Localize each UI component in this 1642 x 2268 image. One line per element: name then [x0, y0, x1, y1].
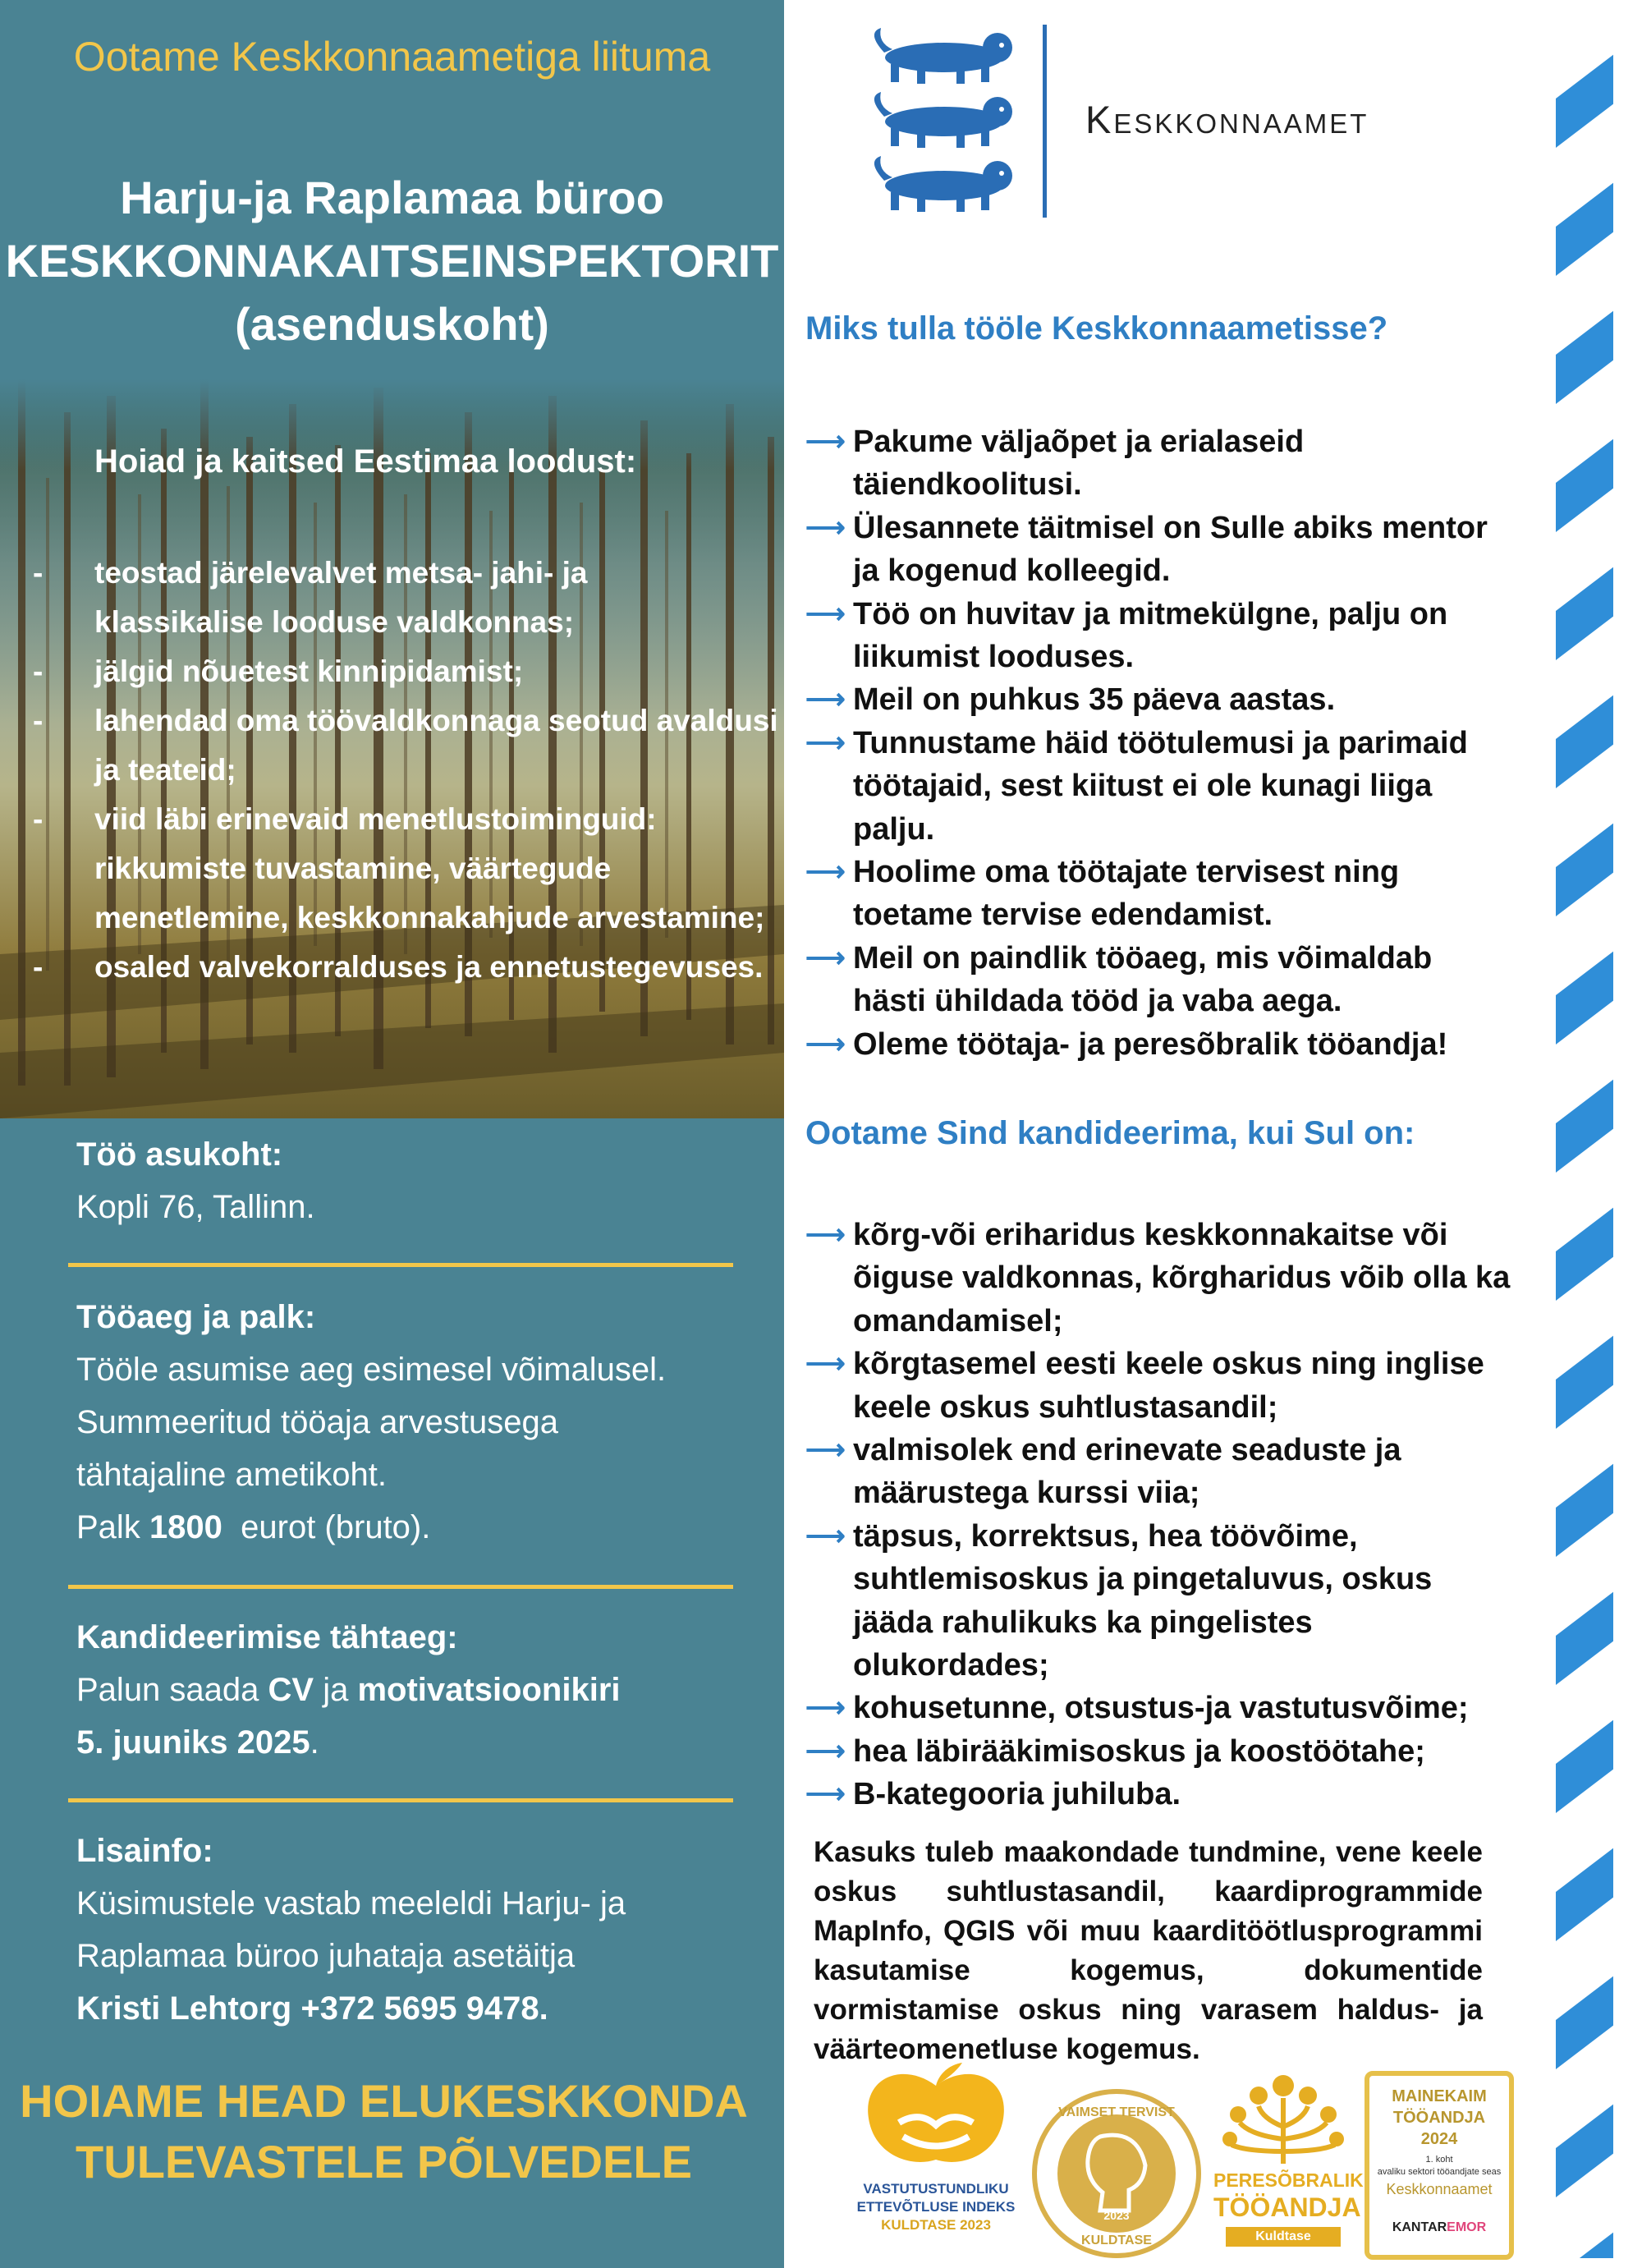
benefit-item: ⟶ Ülesannete täitmisel on Sulle abiks mentor ja kogenud kolleegid. [805, 507, 1642, 593]
job-title [0, 166, 784, 356]
arrow-right-icon: ⟶ [805, 426, 846, 457]
arrow-right-icon: ⟶ [805, 684, 846, 716]
job-title-line: KESKKONNAKAITSEINSPEKTORIT [5, 235, 779, 287]
salary-value: 1800 [149, 1509, 222, 1545]
requirements-heading: Ootame Sind kandideerima, kui Sul on: [805, 1115, 1415, 1151]
benefit-item: ⟶ Meil on paindlik tööaeg, mis võimaldab hästi ühildada tööd ja vaba aega. [805, 937, 1642, 1023]
arrow-right-icon: ⟶ [805, 856, 846, 888]
estonian-coat-of-arms-icon [866, 25, 1034, 218]
badge-mental-health: VAIMSET TERVIST 2023 KULDTASE [1030, 2087, 1203, 2260]
arrow-right-icon: ⟶ [805, 1348, 846, 1380]
worktime-line: Summeeritud tööaja arvestusega [76, 1404, 558, 1440]
deadline-date: 5. juuniks 2025. [76, 1724, 319, 1761]
extra-info-heading: Lisainfo: [76, 1833, 213, 1869]
extra-info-line: Raplamaa büroo juhataja asetäitja [76, 1938, 576, 1974]
extra-info-section [76, 1825, 626, 2035]
requirements-list [805, 1214, 1642, 1816]
location-section [76, 1128, 315, 1233]
logo-divider [1043, 25, 1047, 218]
arrow-right-icon: ⟶ [805, 1219, 846, 1251]
requirement-item: ⟶ kohusetunne, otsustus-ja vastutusvõime; [805, 1687, 1642, 1729]
location-text: Kopli 76, Tallinn. [76, 1189, 315, 1225]
duty-item: - jälgid nõuetest kinnipidamist; [33, 654, 524, 688]
location-heading: Töö asukoht: [76, 1136, 283, 1173]
duty-item: - viid läbi erinevaid menetlustoiminguid: rikkumiste tuvastamine, väärtegude menetlemine, keskkonnakahjude arvestamine; [33, 802, 765, 934]
duty-item: - lahendad oma töövaldkonnaga seotud avaldusi ja teateid; [33, 704, 778, 787]
deadline-section [76, 1611, 621, 1769]
requirement-item: ⟶ täpsus, korrektsus, hea töövõime, suhtlemisoskus ja pingetaluvus, oskus jääda rahulikuks ka pingelistes olukordades; [805, 1515, 1642, 1687]
deadline-text: Palun saada CV ja motivatsioonikiri [76, 1672, 621, 1708]
why-heading: Miks tulla tööle Keskkonnaametisse? [805, 310, 1388, 347]
bonus-paragraph: Kasuks tuleb maakondade tundmine, vene keele oskus suhtlustasandil, kaardiprogrammide MapInfo, QGIS või muu kaarditöötlusprogrammi kasutamise kogemus, dokumentide vormistamise oskus ning varasem haldus- ja väärteomenetluse kogemus. [814, 1836, 1483, 2065]
benefit-item: ⟶ Meil on puhkus 35 päeva aastas. [805, 678, 1642, 721]
contact-person: Kristi Lehtorg +372 5695 9478. [76, 1990, 548, 2027]
divider [68, 1585, 733, 1589]
arrow-right-icon: ⟶ [805, 512, 846, 544]
arrow-right-icon: ⟶ [805, 1028, 846, 1060]
arrow-right-icon: ⟶ [805, 727, 846, 759]
extra-info-line: Küsimustele vastab meeleldi Harju- ja [76, 1885, 626, 1921]
divider [68, 1798, 733, 1802]
arrow-right-icon: ⟶ [805, 598, 846, 630]
benefit-item: ⟶ Tunnustame häid töötulemusi ja parimaid töötajaid, sest kiitust ei ole kunagi liiga palju. [805, 722, 1642, 851]
benefit-item: ⟶ Hoolime oma töötajate tervisest ning toetame tervise edendamist. [805, 851, 1642, 937]
arrow-right-icon: ⟶ [805, 1779, 846, 1811]
arrow-right-icon: ⟶ [805, 1520, 846, 1552]
worktime-line: Tööle asumise aeg esimesel võimalusel. [76, 1352, 667, 1388]
benefits-list [805, 420, 1642, 1066]
requirement-item: ⟶ kõrg-või eriharidus keskkonnakaitse või õiguse valdkonnas, kõrgharidus võib olla ka omandamisel; [805, 1214, 1642, 1343]
job-title-line: Harju-ja Raplamaa büroo [120, 172, 664, 223]
worktime-heading: Tööaeg ja palk: [76, 1299, 316, 1335]
stripe-border [1556, 0, 1642, 2268]
logo-text: Keskkonnaamet [1085, 98, 1369, 141]
requirement-item: ⟶ kõrgtasemel eesti keele oskus ning inglise keele oskus suhtlustasandil; [805, 1343, 1642, 1429]
requirement-item: ⟶ valmisolek end erinevate seaduste ja määrustega kurssi viia; [805, 1429, 1642, 1515]
badge-family-friendly: PERESÕBRALIK TÖÖANDJA Kuldtase [1213, 2069, 1353, 2254]
salary-line: Palk 1800 eurot (bruto). [76, 1509, 431, 1545]
slogan-line: HOIAME HEAD ELUKESKKONDA [20, 2075, 748, 2127]
family-tree-icon [1213, 2069, 1353, 2168]
job-title-line: (asenduskoht) [235, 298, 549, 350]
requirement-item: ⟶ B-kategooria juhiluba. [805, 1773, 1642, 1816]
badge-responsible-business: VASTUTUSTUNDLIKU ETTEVÕTLUSE INDEKS KULDTASE 2023 [854, 2061, 1018, 2250]
arrow-right-icon: ⟶ [805, 1735, 846, 1767]
benefit-item: ⟶ Oleme töötaja- ja peresõbralik tööandja! [805, 1023, 1642, 1066]
divider [68, 1263, 733, 1267]
requirement-item: ⟶ hea läbirääkimisoskus ja koostöötahe; [805, 1730, 1642, 1773]
apple-hands-icon [854, 2061, 1018, 2176]
arrow-right-icon: ⟶ [805, 1435, 846, 1467]
slogan-line: TULEVASTELE PÕLVEDELE [76, 2136, 692, 2188]
deadline-heading: Kandideerimise tähtaeg: [76, 1619, 458, 1655]
arrow-right-icon: ⟶ [805, 1692, 846, 1724]
worktime-section [76, 1291, 666, 1554]
duty-item: - teostad järelevalvet metsa- jahi- ja klassikalise looduse valdkonnas; [33, 556, 588, 639]
benefit-item: ⟶ Töö on huvitav ja mitmekülgne, palju on liikumist looduses. [805, 593, 1642, 679]
worktime-line: tähtajaline ametikoht. [76, 1457, 388, 1493]
duties-intro: Hoiad ja kaitsed Eestimaa loodust: [94, 443, 637, 480]
duties-list [0, 549, 780, 992]
benefit-item: ⟶ Pakume väljaõpet ja erialaseid täiendkoolitusi. [805, 420, 1642, 507]
duty-item: - osaled valvekorralduses ja ennetustegevuses. [33, 950, 764, 984]
badge-most-reputable-employer: MAINEKAIM TÖÖANDJA 2024 1. koht avaliku sektori tööandjate seas Keskkonnaamet KANTAREMOR [1365, 2071, 1514, 2260]
slogan [0, 2071, 768, 2192]
tagline: Ootame Keskkonnaametiga liituma [73, 34, 711, 80]
arrow-right-icon: ⟶ [805, 942, 846, 974]
